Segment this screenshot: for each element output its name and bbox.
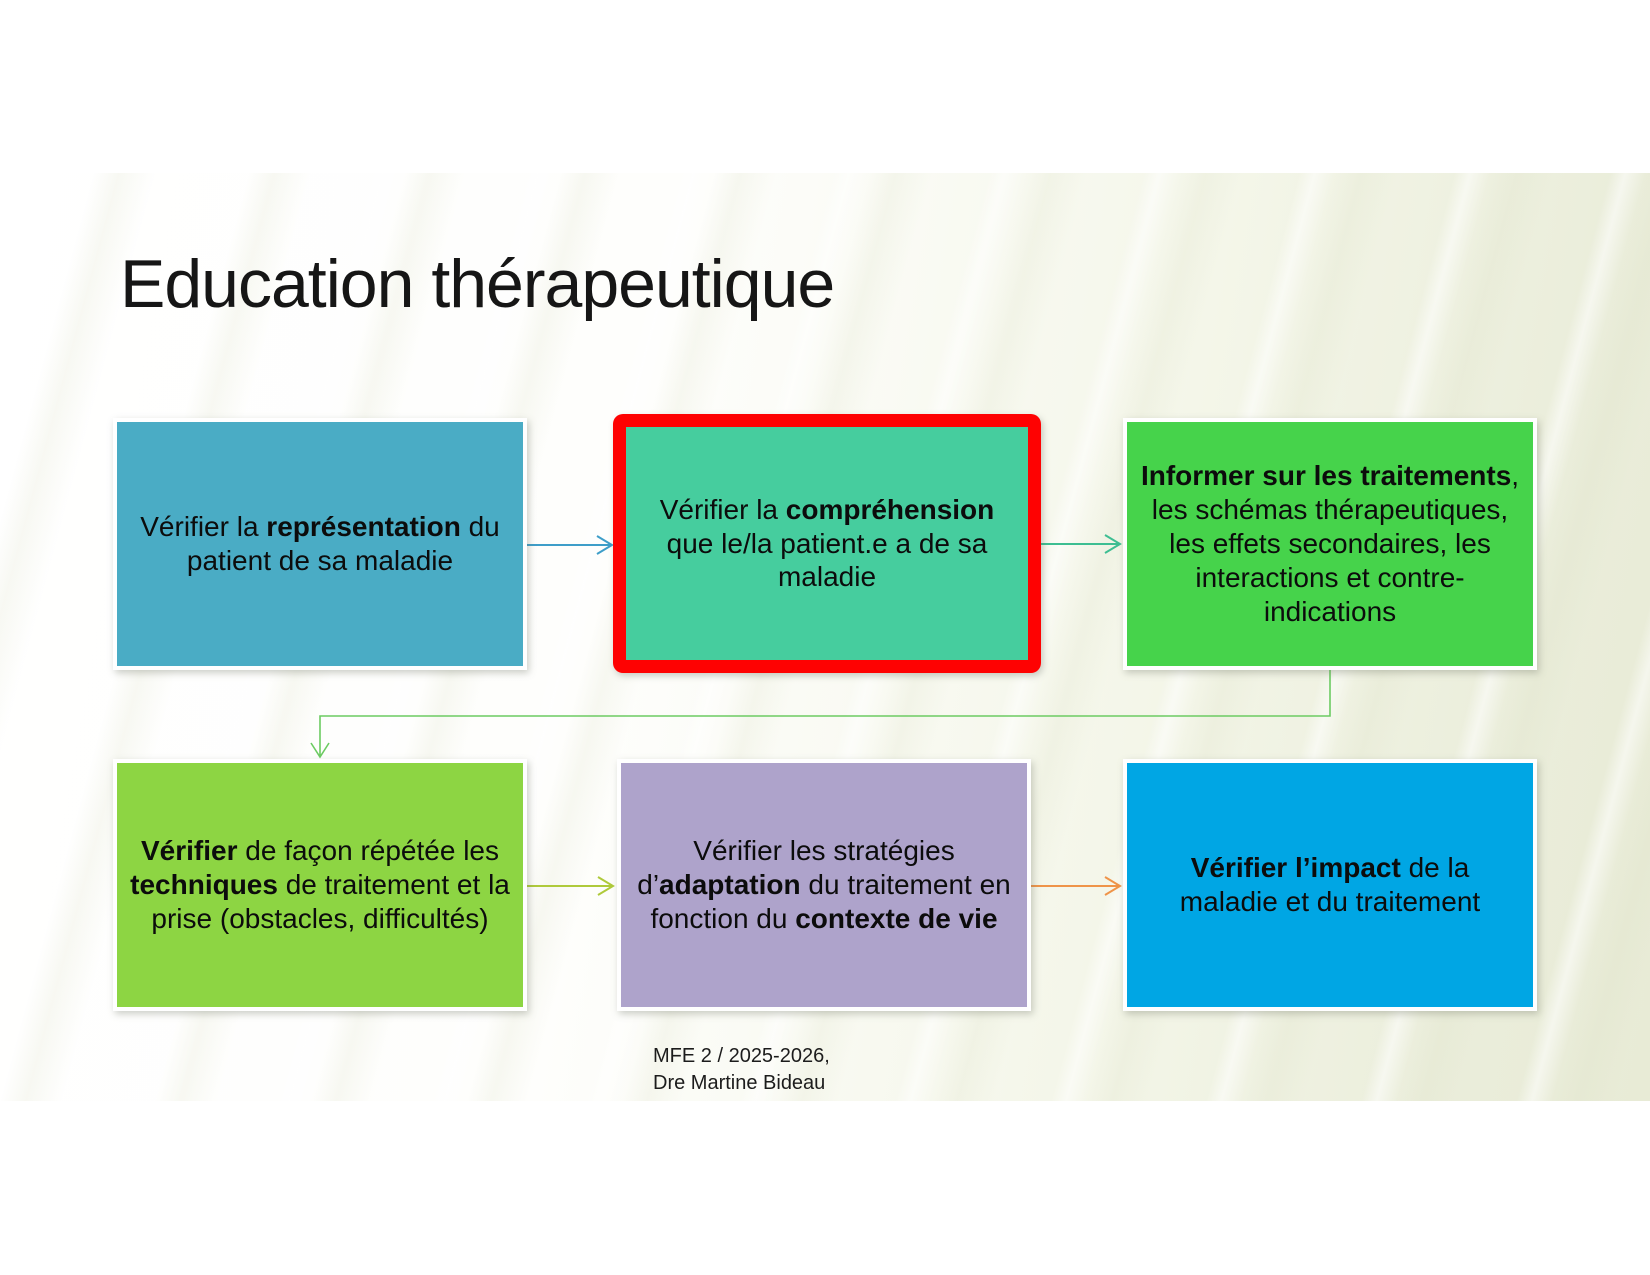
box-adaptation-text: Vérifier les stratégies d’adaptation du traitement en fonction du contexte de vie [637,835,1011,934]
arrow-techniques-to-adaptation [527,877,613,895]
arrow-adaptation-to-impact [1031,877,1120,895]
highlight-frame [613,414,1041,673]
box-impact-text: Vérifier l’impact de la maladie et du traitement [1179,852,1481,917]
box-techniques [113,759,527,1011]
box-techniques-text: Vérifier de façon répétée les techniques de traitement et la prise (obstacles, difficultés) [130,835,510,934]
box-impact [1123,759,1537,1011]
footer-line-1: MFE 2 / 2025-2026, [653,1045,830,1067]
connector-informer-to-techniques [311,667,1330,757]
box-informer-traitements-text: Informer sur les traitements, les schémas thérapeutiques, les effets secondaires, les interactions et contre-indications [1140,460,1520,627]
footer-line-2: Dre Martine Bideau [653,1072,826,1094]
slide-title: Education thérapeutique [120,246,835,322]
box-representation-text: Vérifier la représentation du patient de sa maladie [140,511,500,576]
arrow-comprehension-to-informer [1041,535,1120,553]
box-comprehension [626,427,1028,660]
box-comprehension-text: Vérifier la compréhension que le/la patient.e a de sa maladie [659,493,995,593]
box-representation [113,418,527,670]
slide-background [0,173,1650,1101]
arrow-representation-to-comprehension [527,536,612,554]
slide-footer [653,1043,830,1097]
box-informer-traitements [1123,418,1537,670]
box-adaptation [617,759,1031,1011]
